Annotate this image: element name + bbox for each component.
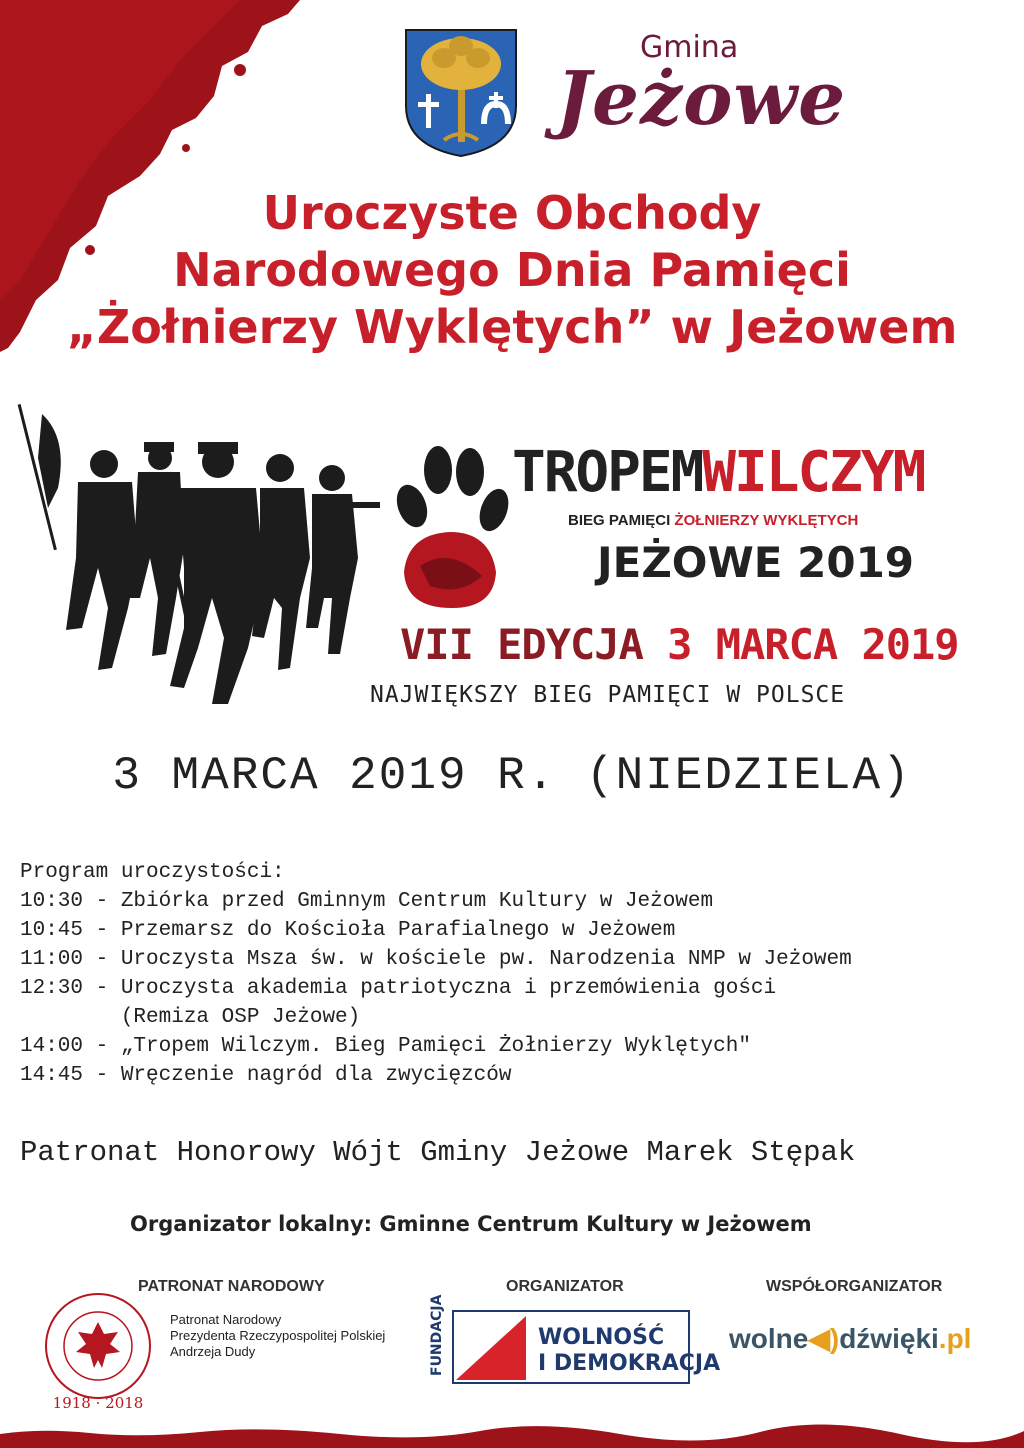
gmina-logo-text: Jeżowe	[556, 56, 847, 142]
program-item: 14:45 - Wręczenie nagród dla zwycięzców	[20, 1064, 512, 1087]
program-item: 10:45 - Przemarsz do Kościoła Parafialnego w Jeżowem	[20, 919, 676, 942]
title-line-1: Uroczyste Obchody	[262, 186, 762, 240]
honorary-patronage: Patronat Honorowy Wójt Gminy Jeżowe Marek Stępak	[20, 1136, 856, 1169]
jezowe-2019: JEŻOWE 2019	[597, 538, 915, 587]
demokracja-text: I DEMOKRACJA	[538, 1351, 721, 1376]
centenary-seal-icon	[38, 1290, 158, 1412]
organizator-header: ORGANIZATOR	[506, 1278, 624, 1295]
wolne-text: wolne	[729, 1323, 809, 1354]
wolnosc-text: WOLNOŚĆ	[538, 1325, 665, 1350]
seal-years: 1918 · 2018	[52, 1394, 144, 1412]
program-item: 11:00 - Uroczysta Msza św. w kościele pw. Narodzenia NMP w Jeżowem	[20, 948, 852, 971]
program-item: 14:00 - „Tropem Wilczym. Bieg Pamięci Żołnierzy Wyklętych"	[20, 1035, 751, 1058]
patronat-header: PATRONAT NARODOWY	[138, 1278, 325, 1295]
event-date: 3 MARCA 2019 R. (NIEDZIELA)	[112, 750, 912, 802]
bieg-text: BIEG PAMIĘCI	[568, 512, 675, 529]
edition-label: VII EDYCJA	[400, 620, 668, 669]
local-organizer: Organizator lokalny: Gminne Centrum Kultury w Jeżowem	[130, 1212, 812, 1236]
wspolorganizator-header: WSPÓŁORGANIZATOR	[766, 1278, 943, 1295]
wolf-paw-icon	[390, 436, 510, 612]
program-list	[20, 858, 852, 1090]
program-item: 10:30 - Zbiórka przed Gminnym Centrum Kultury w Jeżowem	[20, 890, 714, 913]
gmina-label: Gmina	[640, 30, 739, 65]
tropem-word: TROPEM	[512, 440, 703, 505]
edition-date-value: 3 MARCA 2019	[667, 620, 959, 669]
title-line-2: Narodowego Dnia Pamięci	[173, 243, 851, 297]
coat-of-arms-icon	[404, 28, 518, 158]
bottom-red-bar	[0, 1428, 1024, 1448]
largest-run-tagline: NAJWIĘKSZY BIEG PAMIĘCI W POLSCE	[370, 682, 846, 708]
edition-date	[400, 620, 959, 669]
bieg-pamieci-subtitle	[568, 512, 858, 529]
program-item: (Remiza OSP Jeżowe)	[20, 1006, 361, 1029]
wolnosc-i-demokracja-logo	[452, 1310, 721, 1384]
runners-silhouette-image	[28, 398, 384, 724]
patronat-text	[170, 1312, 385, 1360]
fundacja-vertical-label	[425, 1294, 447, 1378]
wolne-dzwieki-logo	[729, 1322, 971, 1355]
patronat-line: Patronat Narodowy	[170, 1312, 282, 1327]
tropem-wilczym-logo	[512, 440, 924, 505]
program-item: 12:30 - Uroczysta akademia patriotyczna i przemówienia gości	[20, 977, 777, 1000]
zolnierzy-text: ŻOŁNIERZY WYKLĘTYCH	[674, 512, 859, 529]
fundacja-text: FUNDACJA	[429, 1294, 445, 1376]
speaker-icon: ◀)	[808, 1323, 840, 1354]
pl-text: .pl	[938, 1323, 972, 1354]
title-line-3: „Żołnierzy Wyklętych” w Jeżowem	[66, 300, 958, 354]
patronat-line: Prezydenta Rzeczypospolitej Polskiej	[170, 1328, 386, 1343]
wilczym-word: WILCZYM	[702, 440, 925, 505]
patronat-line: Andrzeja Dudy	[170, 1344, 256, 1359]
dzwieki-text: dźwięki	[839, 1323, 939, 1354]
program-heading: Program uroczystości:	[20, 861, 285, 884]
